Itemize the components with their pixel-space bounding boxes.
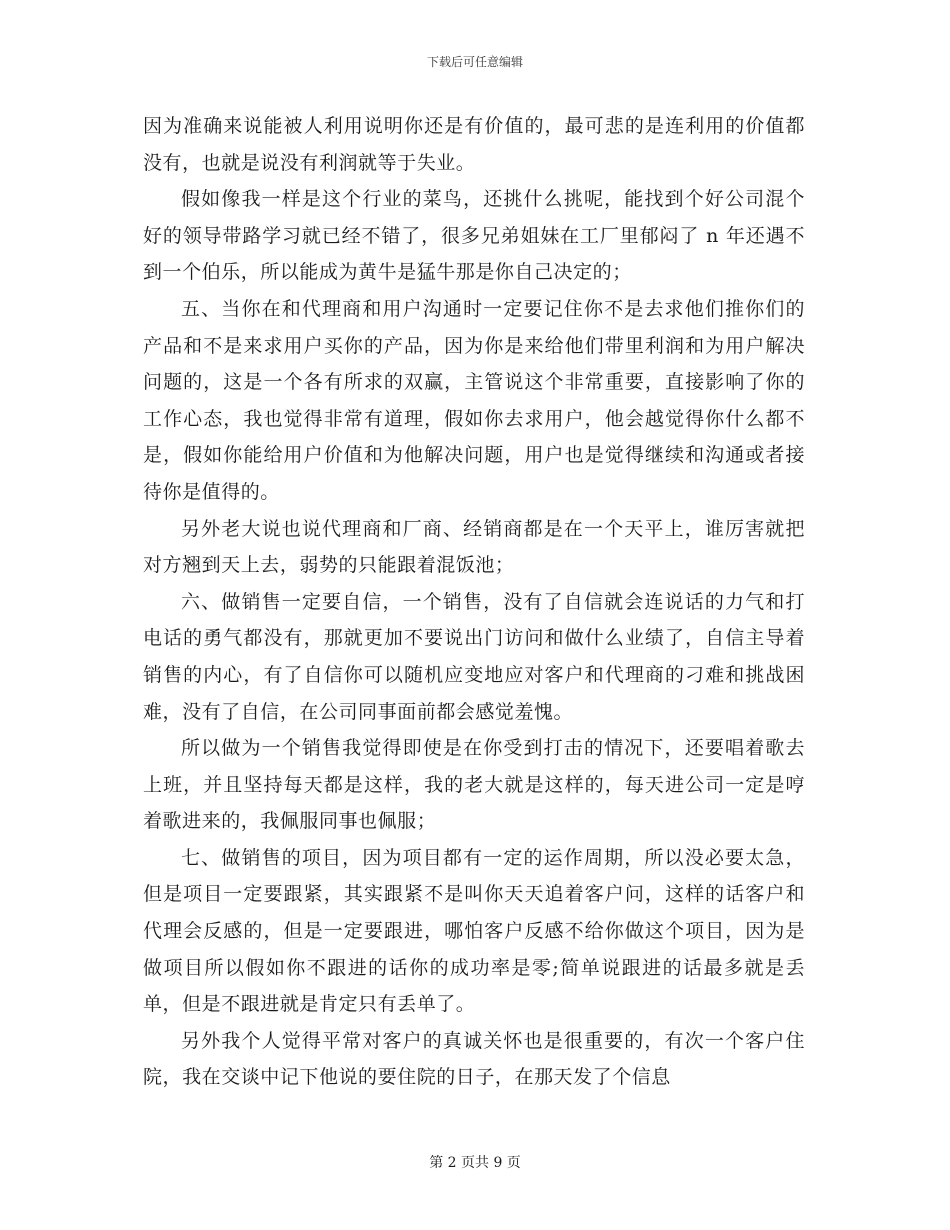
- document-body: [143, 108, 805, 1096]
- paragraph-point-six: 六、做销售一定要自信，一个销售，没有了自信就会连说话的力气和打电话的勇气都没有，那就更加不要说出门访问和做什么业绩了，自信主导着销售的内心，有了自信你可以随机应变地应对客户和代理商的刁难和挑战困难，没有了自信，在公司同事面前都会感觉羞愧。: [143, 590, 805, 723]
- paragraph-point-five: 五、当你在和代理商和用户沟通时一定要记住你不是去求他们推你们的产品和不是来求用户买你的产品，因为你是来给他们带里利润和为用户解决问题的，这是一个各有所求的双赢，主管说这个非常重要，直接影响了你的工作心态，我也觉得非常有道理，假如你去求用户，他会越觉得你什么都不是，假如你能给用户价值和为他解决问题，用户也是觉得继续和沟通或者接待你是值得的。: [143, 297, 805, 503]
- paragraph: 另外老大说也说代理商和厂商、经销商都是在一个天平上，谁厉害就把对方翘到天上去，弱势的只能跟着混饭池；: [143, 517, 805, 577]
- page-header-note: 下载后可任意编辑: [426, 55, 523, 69]
- page-number: 第 2 页共 9 页: [429, 1155, 521, 1171]
- paragraph-point-seven: 七、做销售的项目，因为项目都有一定的运作周期，所以没必要太急，但是项目一定要跟紧，其实跟紧不是叫你天天追着客户问，这样的话客户和代理会反感的，但是一定要跟进，哪怕客户反感不给你做这个项目，因为是做项目所以假如你不跟进的话你的成功率是零;简单说跟进的话最多就是丢单，但是不跟进就是肯定只有丢单了。: [143, 846, 805, 1016]
- paragraph: 假如像我一样是这个行业的菜鸟，还挑什么挑呢，能找到个好公司混个好的领导带路学习就已经不错了，很多兄弟姐妹在工厂里郁闷了 n 年还遇不到一个伯乐，所以能成为黄牛是猛牛那是你自己决定的；: [143, 188, 805, 284]
- paragraph-continuation: 因为准确来说能被人利用说明你还是有价值的，最可悲的是连利用的价值都没有，也就是说没有利润就等于失业。: [143, 115, 805, 174]
- paragraph: 所以做为一个销售我觉得即使是在你受到打击的情况下，还要唱着歌去上班，并且坚持每天都是这样，我的老大就是这样的，每天进公司一定是哼着歌进来的，我佩服同事也佩服；: [143, 737, 805, 833]
- paragraph: 另外我个人觉得平常对客户的真诚关怀也是很重要的，有次一个客户住院，我在交谈中记下他说的要住院的日子，在那天发了个信息: [143, 1029, 805, 1089]
